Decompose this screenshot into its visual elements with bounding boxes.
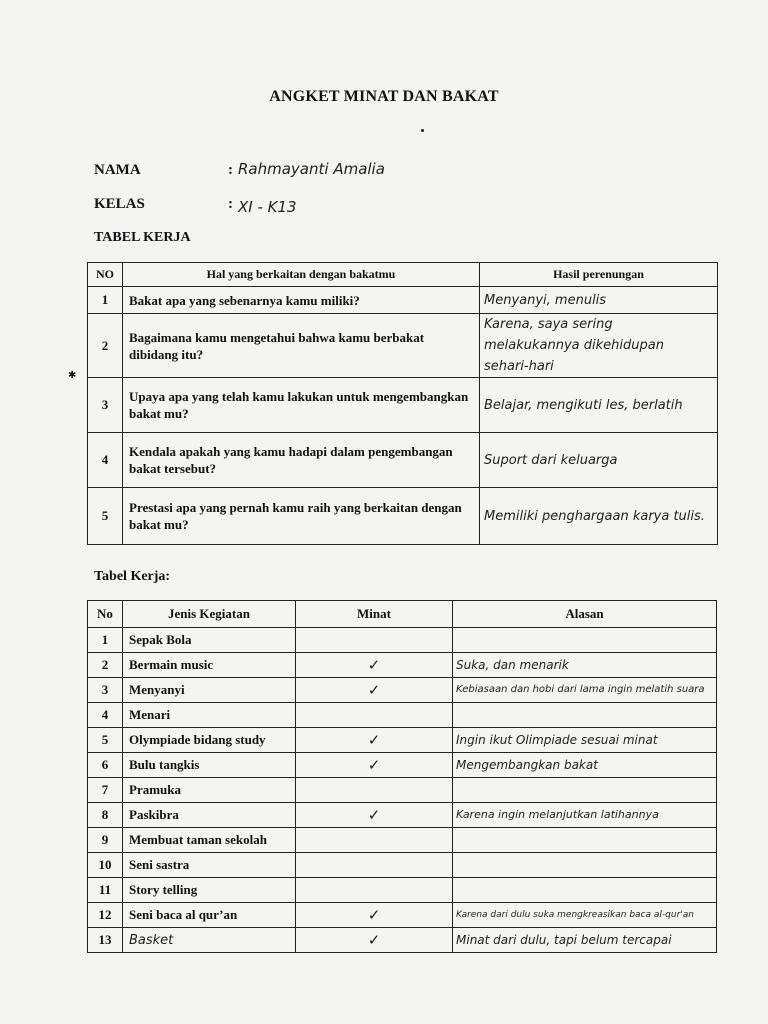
margin-mark: ✱ — [68, 370, 77, 381]
row-question: Prestasi apa yang pernah kamu raih yang berkaitan dengan bakat mu? — [123, 488, 480, 545]
table-row — [88, 703, 717, 728]
row-alasan — [453, 853, 717, 878]
row-question: Bagaimana kamu mengetahui bahwa kamu berbakat dibidang itu? — [123, 314, 480, 378]
checkmark-icon: ✓ — [296, 753, 453, 778]
row-no: 3 — [88, 378, 123, 433]
table2-section-label: Tabel Kerja: — [94, 569, 171, 584]
table-row — [88, 287, 718, 314]
nama-colon: : — [228, 162, 233, 178]
row-question: Kendala apakah yang kamu hadapi dalam pengembangan bakat tersebut? — [123, 433, 480, 488]
kegiatan-table — [87, 600, 717, 953]
bakat-table — [87, 262, 718, 545]
row-kegiatan: Bermain music — [123, 653, 296, 678]
row-alasan — [453, 878, 717, 903]
row-kegiatan: Menari — [123, 703, 296, 728]
row-alasan: Karena dari dulu suka mengkreasikan baca al-qur'an — [453, 903, 717, 928]
row-no: 4 — [88, 433, 123, 488]
row-alasan — [453, 778, 717, 803]
row-kegiatan: Basket — [123, 928, 296, 953]
row-alasan — [453, 703, 717, 728]
bakat-table-header-row — [88, 263, 718, 287]
header-no: NO — [88, 263, 123, 287]
row-no: 8 — [88, 803, 123, 828]
checkmark-icon: ✓ — [296, 803, 453, 828]
kelas-value: XI - K13 — [238, 198, 297, 216]
table-row — [88, 678, 717, 703]
row-kegiatan: Menyanyi — [123, 678, 296, 703]
table-row — [88, 853, 717, 878]
kelas-label: KELAS — [94, 196, 145, 212]
checkmark-icon: ✓ — [296, 678, 453, 703]
checkmark-icon: ✓ — [296, 903, 453, 928]
row-kegiatan: Paskibra — [123, 803, 296, 828]
row-alasan: Mengembangkan bakat — [453, 753, 717, 778]
table-row — [88, 653, 717, 678]
row-no: 2 — [88, 314, 123, 378]
header-hasil: Hasil perenungan — [480, 263, 718, 287]
row-question: Bakat apa yang sebenarnya kamu miliki? — [123, 287, 480, 314]
table-row — [88, 728, 717, 753]
row-no: 12 — [88, 903, 123, 928]
row-no: 1 — [88, 628, 123, 653]
table-row — [88, 803, 717, 828]
page-title: ANGKET MINAT DAN BAKAT — [269, 88, 499, 105]
row-no: 1 — [88, 287, 123, 314]
row-kegiatan: Pramuka — [123, 778, 296, 803]
header-alasan: Alasan — [453, 601, 717, 628]
row-no: 3 — [88, 678, 123, 703]
row-kegiatan: Story telling — [123, 878, 296, 903]
table-row — [88, 314, 718, 378]
checkmark-icon: ✓ — [296, 653, 453, 678]
checkmark-icon — [296, 828, 453, 853]
row-answer: Belajar, mengikuti les, berlatih — [480, 378, 718, 433]
row-kegiatan: Sepak Bola — [123, 628, 296, 653]
row-alasan — [453, 828, 717, 853]
row-no: 11 — [88, 878, 123, 903]
row-kegiatan: Seni sastra — [123, 853, 296, 878]
table-row — [88, 928, 717, 953]
checkmark-icon — [296, 853, 453, 878]
ink-dot — [421, 129, 424, 132]
row-alasan: Kebiasaan dan hobi dari lama ingin melatih suara — [453, 678, 717, 703]
row-answer: Menyanyi, menulis — [480, 287, 718, 314]
header-jenis: Jenis Kegiatan — [123, 601, 296, 628]
checkmark-icon: ✓ — [296, 728, 453, 753]
row-kegiatan: Membuat taman sekolah — [123, 828, 296, 853]
row-answer: Memiliki penghargaan karya tulis. — [480, 488, 718, 545]
table-row — [88, 753, 717, 778]
header-hal: Hal yang berkaitan dengan bakatmu — [123, 263, 480, 287]
header-no: No — [88, 601, 123, 628]
table-row — [88, 828, 717, 853]
nama-value: Rahmayanti Amalia — [238, 160, 385, 178]
table-row — [88, 378, 718, 433]
table-row — [88, 433, 718, 488]
checkmark-icon — [296, 628, 453, 653]
row-no: 9 — [88, 828, 123, 853]
table-row — [88, 488, 718, 545]
row-no: 7 — [88, 778, 123, 803]
table-row — [88, 778, 717, 803]
table1-section-label: TABEL KERJA — [94, 230, 191, 245]
row-alasan: Ingin ikut Olimpiade sesuai minat — [453, 728, 717, 753]
row-no: 4 — [88, 703, 123, 728]
header-minat: Minat — [296, 601, 453, 628]
table-row — [88, 903, 717, 928]
row-alasan: Suka, dan menarik — [453, 653, 717, 678]
row-no: 2 — [88, 653, 123, 678]
row-kegiatan: Olympiade bidang study — [123, 728, 296, 753]
row-alasan: Minat dari dulu, tapi belum tercapai — [453, 928, 717, 953]
row-no: 10 — [88, 853, 123, 878]
nama-label: NAMA — [94, 162, 141, 178]
row-kegiatan: Seni baca al qur’an — [123, 903, 296, 928]
row-no: 13 — [88, 928, 123, 953]
row-alasan — [453, 628, 717, 653]
kelas-colon: : — [228, 196, 233, 212]
kegiatan-table-header-row — [88, 601, 717, 628]
checkmark-icon — [296, 878, 453, 903]
row-question: Upaya apa yang telah kamu lakukan untuk mengembangkan bakat mu? — [123, 378, 480, 433]
row-kegiatan: Bulu tangkis — [123, 753, 296, 778]
row-no: 5 — [88, 488, 123, 545]
table-row — [88, 878, 717, 903]
row-answer: Suport dari keluarga — [480, 433, 718, 488]
row-alasan: Karena ingin melanjutkan latihannya — [453, 803, 717, 828]
checkmark-icon — [296, 778, 453, 803]
row-no: 5 — [88, 728, 123, 753]
row-answer: Karena, saya sering melakukannya dikehidupan sehari-hari — [480, 314, 718, 378]
table-row — [88, 628, 717, 653]
checkmark-icon: ✓ — [296, 928, 453, 953]
checkmark-icon — [296, 703, 453, 728]
row-no: 6 — [88, 753, 123, 778]
